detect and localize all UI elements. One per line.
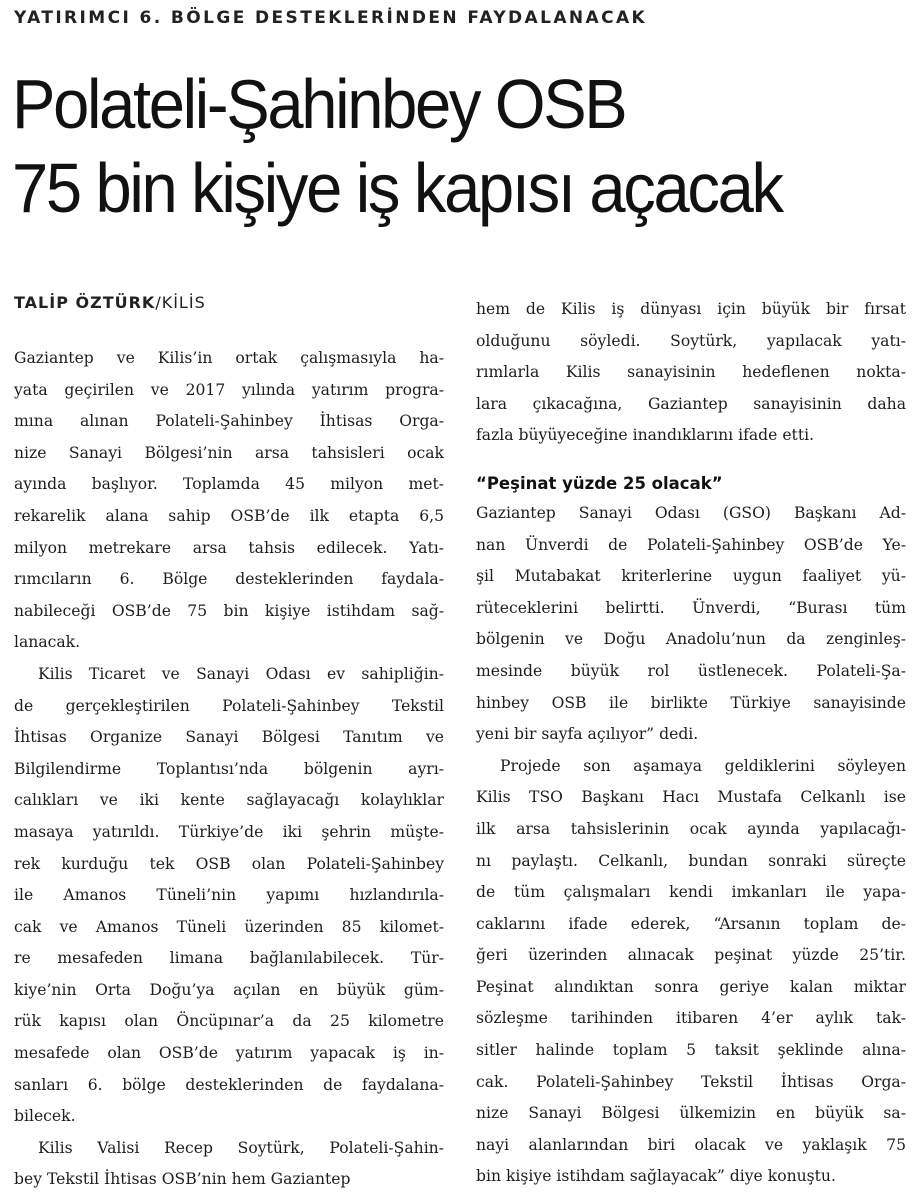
text-line: nan Ünverdi de Polateli-Şahinbey OSB’de Ye- (476, 535, 906, 554)
text-line: ğeri üzerinden alınacak peşinat yüzde 25’tir. (476, 946, 906, 965)
text-line: ayında başlıyor. Toplamda 45 milyon met- (14, 475, 444, 494)
text-line: de tüm çalışmaları kendi imkanları ile yapa- (476, 883, 906, 902)
text-line: nayi alanlarından biri olacak ve yaklaşık 75 (476, 1135, 906, 1154)
text-line: Gaziantep Sanayi Odası (GSO) Başkanı Ad- (476, 503, 906, 522)
byline-separator: / (155, 293, 162, 312)
text-line: sitler halinde toplam 5 taksit şeklinde alına- (476, 1041, 906, 1060)
text-line: yeni bir sayfa açılıyor” dedi. (476, 725, 699, 744)
text-line: yata geçirilen ve 2017 yılında yatırım progra- (14, 380, 444, 399)
article-headline (12, 62, 849, 230)
column-right-bottom (476, 498, 906, 1193)
text-line: İhtisas Organize Sanayi Bölgesi Tanıtım ve (14, 728, 444, 747)
text-line: mına alınan Polateli-Şahinbey İhtisas Orga- (14, 412, 444, 431)
text-line: Bilgilendirme Toplantısı’nda bölgenin ayrı- (14, 759, 444, 778)
text-line: Kilis TSO Başkanı Hacı Mustafa Celkanlı ise (476, 788, 906, 807)
byline-author: TALİP ÖZTÜRK (14, 293, 156, 312)
text-line: hinbey OSB ile birlikte Türkiye sanayisinde (476, 693, 906, 712)
headline-line-2: 75 bin kişiye iş kapısı açacak (12, 149, 782, 227)
text-line: Kilis Valisi Recep Soytürk, Polateli-Şahin- (38, 1138, 444, 1157)
text-line: rüteceklerini belirtti. Ünverdi, “Burası tüm (476, 598, 906, 617)
text-line: cak. Polateli-Şahinbey Tekstil İhtisas Orga- (476, 1072, 906, 1091)
article-column-left (14, 343, 444, 1196)
text-line: re mesafeden limana bağlanılabilecek. Tür- (14, 949, 444, 968)
text-line: mesinde büyük rol üstlenecek. Polateli-Şa- (476, 661, 906, 680)
article-kicker: YATIRIMCI 6. BÖLGE DESTEKLERİNDEN FAYDALANACAK (14, 8, 648, 28)
headline-line-1: Polateli-Şahinbey OSB (12, 65, 626, 143)
text-line: de gerçekleştirilen Polateli-Şahinbey Tekstil (14, 696, 444, 715)
text-line: Gaziantep ve Kilis’in ortak çalışmasıyla ha- (14, 349, 444, 367)
text-line: olduğunu söyledi. Soytürk, yapılacak yatı- (476, 331, 906, 350)
text-line: milyon metrekare arsa tahsis edilecek. Yatı- (14, 538, 444, 557)
text-line: ile Amanos Tüneli’nin yapımı hızlandırıla- (14, 886, 444, 905)
text-line: calıkları ve iki kente sağlayacağı kolaylıklar (14, 791, 444, 810)
text-line: rük kapısı olan Öncüpınar’a da 25 kilometre (14, 1012, 444, 1031)
text-line: bin kişiye istihdam sağlayacak” diye konuştu. (476, 1167, 836, 1186)
article-subheading: “Peşinat yüzde 25 olacak” (476, 473, 723, 493)
text-line: nize Sanayi Bölgesi’nin arsa tahsisleri ocak (14, 443, 444, 462)
byline-location: KİLİS (161, 293, 206, 312)
text-line: cak ve Amanos Tüneli üzerinden 85 kilomet- (14, 917, 444, 936)
text-line: Kilis Ticaret ve Sanayi Odası ev sahipliğin- (38, 664, 444, 683)
text-line: kiye’nin Orta Doğu’ya açılan en büyük güm- (14, 980, 444, 999)
text-line: bilecek. (14, 1107, 76, 1126)
text-line: nabileceği OSB’de 75 bin kişiye istihdam sağ- (14, 601, 444, 620)
text-line: bey Tekstil İhtisas OSB’nin hem Gaziantep (14, 1170, 351, 1189)
text-line: rek kurduğu tek OSB olan Polateli-Şahinbey (14, 854, 444, 873)
text-line: fazla büyüyeceğine inandıklarını ifade etti. (476, 426, 815, 445)
text-line: sözleşme tarihinden itibaren 4’er aylık tak- (476, 1009, 906, 1028)
text-line: mesafede olan OSB’de yatırım yapacak iş in- (14, 1044, 444, 1063)
text-line: caklarını ifade ederek, “Arsanın toplam de- (476, 914, 906, 933)
text-line: bölgenin ve Doğu Anadolu’nun da zenginleş- (476, 630, 906, 649)
text-line: nı paylaştı. Celkanlı, bundan sonraki süreçte (476, 851, 906, 870)
text-line: nize Sanayi Bölgesi ülkemizin en büyük sa- (476, 1104, 906, 1123)
text-line: lara çıkacağına, Gaziantep sanayisinin daha (476, 394, 906, 413)
text-line: Peşinat alındıktan sonra geriye kalan miktar (476, 977, 906, 996)
text-line: masaya yatırıldı. Türkiye’de iki şehrin müşte- (14, 822, 444, 841)
text-line: Projede son aşamaya geldiklerini söyleyen (500, 756, 906, 775)
column-right-top (476, 294, 906, 452)
text-line: ilk arsa tahsislerinin ocak ayında yapılacağı- (476, 819, 906, 838)
article-byline (14, 293, 206, 312)
text-line: rımcıların 6. Bölge desteklerinden faydala- (14, 570, 444, 589)
text-line: şil Mutabakat kriterlerine uygun faaliyet yü- (476, 567, 906, 586)
text-line: hem de Kilis iş dünyası için büyük bir fırsat (476, 300, 906, 318)
text-line: lanacak. (14, 633, 81, 652)
text-line: rımlarla Kilis sanayisinin hedeflenen nokta- (476, 363, 906, 382)
article-column-right (476, 294, 906, 1193)
text-line: rekarelik alana sahip OSB’de ilk etapta 6,5 (14, 506, 444, 525)
text-line: sanları 6. bölge desteklerinden de faydalana- (14, 1075, 444, 1094)
